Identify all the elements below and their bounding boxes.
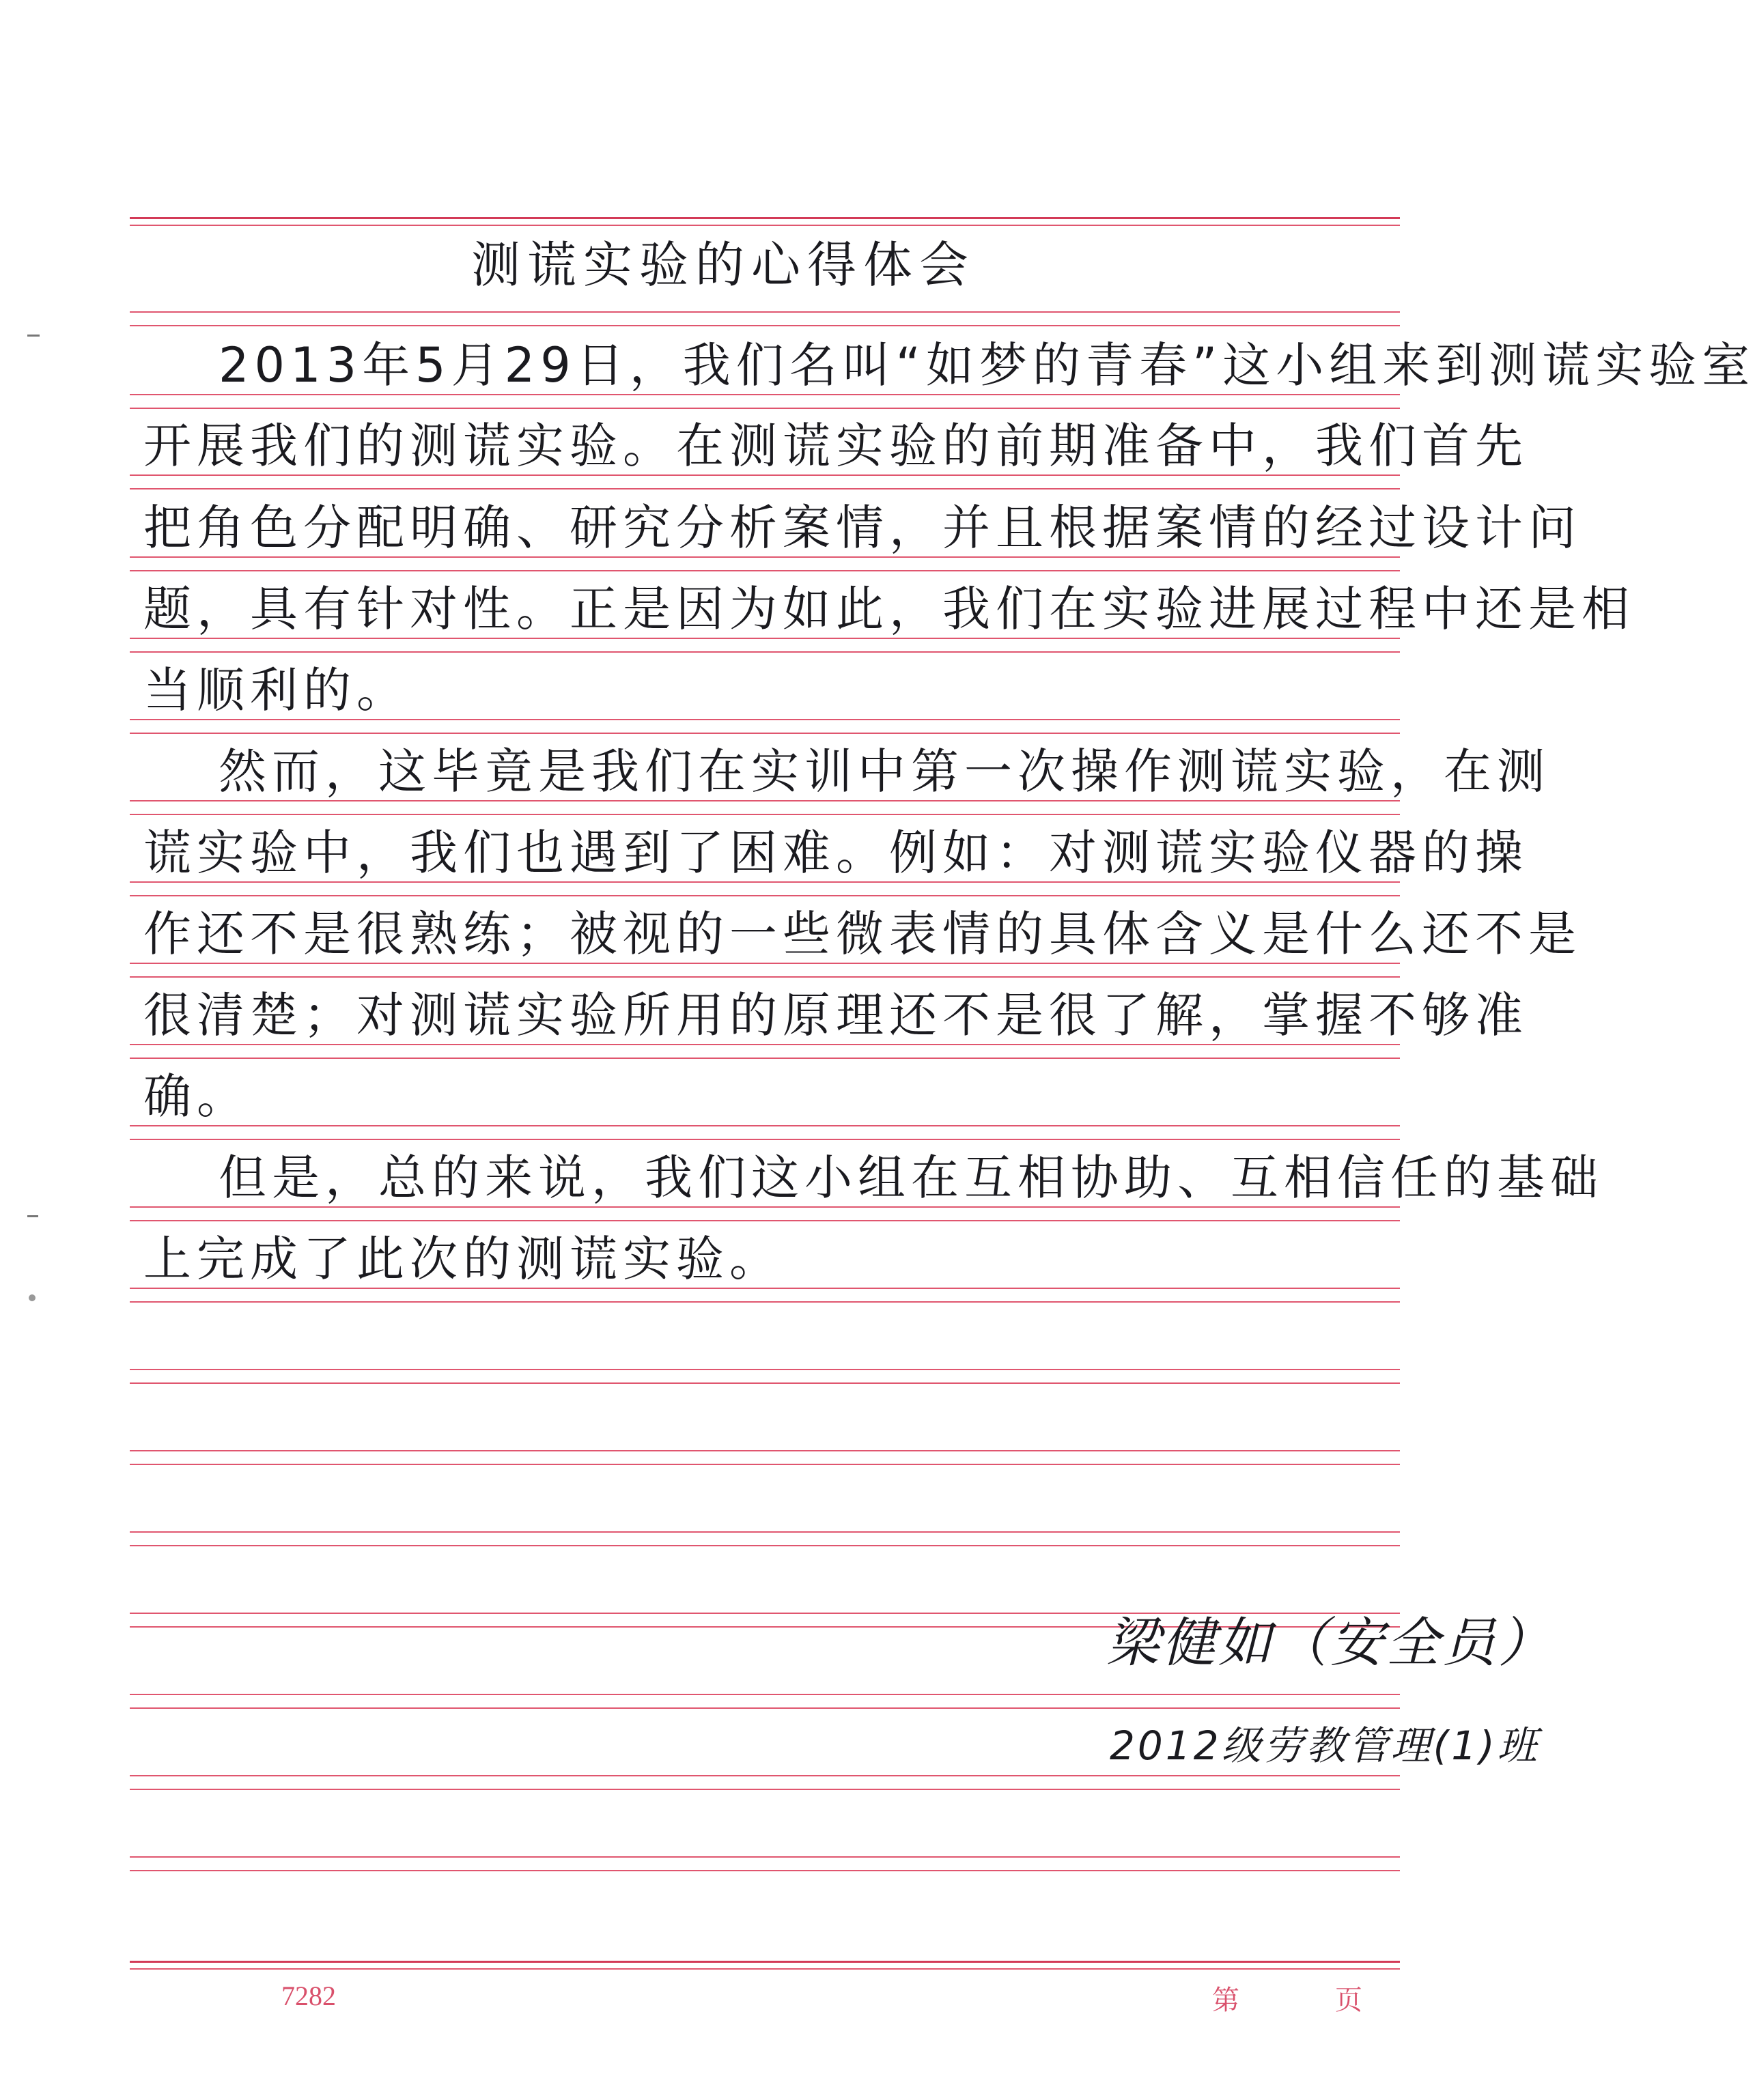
ruled-line xyxy=(130,570,1400,571)
ruled-line xyxy=(130,1707,1400,1709)
ruled-line xyxy=(130,719,1400,720)
ruled-line xyxy=(130,1382,1400,1384)
ruled-line xyxy=(130,881,1400,883)
ruled-line xyxy=(130,1058,1400,1059)
text-line: 开展我们的测谎实验。在测谎实验的前期准备中，我们首先 xyxy=(143,418,1528,474)
text-line: 很清楚；对测谎实验所用的原理还不是很了解，掌握不够准 xyxy=(143,987,1528,1043)
bottom-margin-rule xyxy=(130,1961,1400,1970)
ruled-line xyxy=(130,1775,1400,1776)
ruled-line xyxy=(130,1450,1400,1451)
scan-speck xyxy=(29,1294,36,1301)
ruled-line xyxy=(130,638,1400,639)
ruled-line xyxy=(130,1870,1400,1871)
ruled-line xyxy=(130,1545,1400,1546)
text-line: 上完成了此次的测谎实验。 xyxy=(143,1231,783,1287)
ruled-line xyxy=(130,1531,1400,1533)
text-line: 当顺利的。 xyxy=(143,662,410,718)
page-label-suffix: 页 xyxy=(1335,1985,1362,2015)
ruled-line xyxy=(130,1044,1400,1045)
text-line: 但是，总的来说，我们这小组在互相协助、互相信任的基础 xyxy=(219,1150,1603,1206)
top-margin-rule xyxy=(130,217,1400,226)
signature-name: 梁健如（安全员） xyxy=(1106,1613,1555,1674)
ruled-line xyxy=(130,800,1400,801)
ruled-line xyxy=(130,1206,1400,1208)
ruled-line xyxy=(130,408,1400,409)
ruled-line xyxy=(130,895,1400,896)
ruled-line xyxy=(130,474,1400,476)
text-line: 确。 xyxy=(143,1068,250,1124)
ruled-line xyxy=(130,556,1400,558)
ruled-line xyxy=(130,1125,1400,1126)
ruled-line xyxy=(130,1789,1400,1790)
ruled-line xyxy=(130,1220,1400,1221)
ruled-line xyxy=(130,1369,1400,1370)
signature-class: 2012级劳教管理(1)班 xyxy=(1110,1722,1540,1769)
ruled-line xyxy=(130,325,1400,326)
text-line: 题，具有针对性。正是因为如此，我们在实验进展过程中还是相 xyxy=(143,581,1635,637)
ruled-line xyxy=(130,651,1400,653)
ruled-line xyxy=(130,488,1400,489)
ruled-line xyxy=(130,1694,1400,1695)
ruled-line xyxy=(130,963,1400,964)
ruled-line xyxy=(130,733,1400,734)
ruled-line xyxy=(130,1464,1400,1465)
paper-code: 7282 xyxy=(281,1981,336,2011)
essay-title: 测谎实验的心得体会 xyxy=(471,236,976,294)
text-line: 把角色分配明确、研究分析案情，并且根据案情的经过设计问 xyxy=(143,500,1582,556)
scan-speck xyxy=(27,1215,38,1217)
text-line: 作还不是很熟练；被视的一些微表情的具体含义是什么还不是 xyxy=(143,906,1582,962)
ruled-line xyxy=(130,394,1400,395)
ruled-line xyxy=(130,1288,1400,1289)
ruled-line xyxy=(130,311,1400,313)
scan-speck xyxy=(27,335,40,337)
page-label-prefix: 第 xyxy=(1212,1985,1239,2015)
ruled-line xyxy=(130,1856,1400,1858)
ruled-line xyxy=(130,814,1400,815)
text-line: 2013年5月29日，我们名叫“如梦的青春”这小组来到测谎实验室 xyxy=(219,337,1755,393)
text-line: 谎实验中，我们也遇到了困难。例如：对测谎实验仪器的操 xyxy=(143,825,1528,881)
ruled-line xyxy=(130,976,1400,978)
ruled-line xyxy=(130,1301,1400,1303)
text-line: 然而，这毕竟是我们在实训中第一次操作测谎实验，在测 xyxy=(219,743,1550,799)
ruled-line xyxy=(130,1139,1400,1140)
